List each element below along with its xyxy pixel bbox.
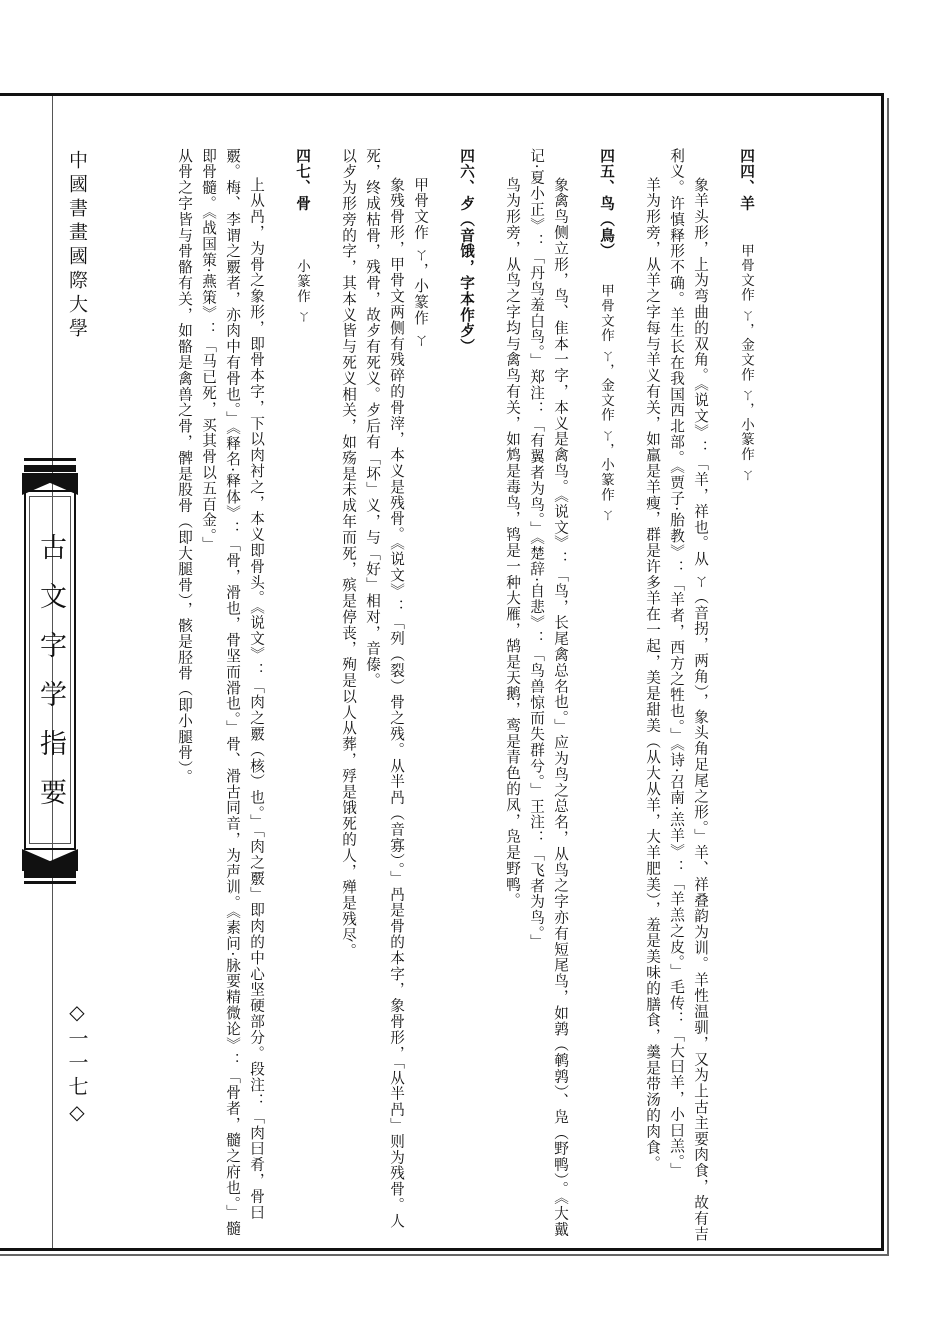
entry-forms: 甲骨文作 ㄚ，金文作 ㄚ，小篆作 ㄚ [598, 283, 614, 523]
entry-paragraph: 从骨之字皆与骨骼有关，如骼是禽兽之骨，髀是股骨（即大腿骨），骸是胫骨（即小腿骨）。 [176, 148, 193, 786]
entry-heading: 四六、歺（音饿，字本作歺） [458, 148, 475, 355]
entry-heading: 四五、鸟（鳥） 甲骨文作 ㄚ，金文作 ㄚ，小篆作 ㄚ [598, 148, 615, 523]
entry-forms: 甲骨文作 ㄚ，小篆作 ㄚ [412, 177, 429, 349]
entry-paragraph: 羊为形旁，从羊之字每与羊义有关，如羸是羊瘦，群是许多羊在一起，美是甜美（从大从羊，大羊肥美），羞是美味的膳食，羹是带汤的肉食。 [644, 177, 661, 1172]
ornament-bar [24, 458, 76, 461]
university-name: 中國書畫國際大學 [66, 150, 88, 342]
entry-paragraph: 以歺为形旁的字，其本义皆与死义相关，如殇是未成年而死，殡是停丧，殉是以人从葬，殍是饿死的人，殚是残尽。 [340, 148, 357, 959]
entry-paragraph: 象残骨形，甲骨文两侧有残碎的骨滓，本义是残骨。《说文》：「列（裂）骨之残。从半冎（音寡）。」冎是骨的本字，象骨形，「从半冎」则为残骨。人死，终成枯骨，残骨，故歺有死义。歺后有「坏」义，与「好」相对，音傣。 [364, 148, 405, 1230]
entry-paragraph: 鸟为形旁，从鸟之字均与禽鸟有关，如鸩是毒鸟，鸨是一种大雁，鹄是天鹅，鸾是青色的凤，凫是野鸭。 [504, 177, 521, 909]
ornament-bar [24, 465, 76, 472]
ornament-bar [24, 871, 76, 878]
entry-paragraph: 象羊头形，上为弯曲的双角。《说文》：「羊，祥也。从 ㄚ（音拐，两角），象头角足尾之形。」羊、祥叠韵为训。羊性温驯，又为上古主要肉食，故有吉利义。许慎释形不确。羊生长在我国西北部。《贾子·胎教》：「羊者，西方之牲也。」《诗·召南·羔羊》：「羊羔之皮。」毛传：「大曰羊，小曰羔。」 [668, 148, 709, 1243]
main-text [172, 148, 780, 1248]
entry-paragraph: 上从冎，为骨之象形，即骨本字，下以肉衬之，本义即骨头。《说文》：「肉之覈（核）也。」「肉之覈」即肉的中心坚硬部分。段注：「肉曰肴，骨曰覈。梅、李谓之覈者，亦肉中有骨也。」《释名·释体》：「骨，滑也，骨坚而滑也。」骨、滑古同音，为声训。《素问·脉要精微论》：「骨者，髓之府也。」髓即骨髓。《战国策·燕策》：「马已死，买其骨以五百金。」 [200, 148, 265, 1237]
entry-forms: 甲骨文作 ㄚ，金文作 ㄚ，小篆作 ㄚ [738, 243, 754, 483]
ornament-bar [24, 881, 76, 884]
entry-forms: 小篆作 ㄚ [294, 259, 310, 325]
entry-heading: 四四、羊 甲骨文作 ㄚ，金文作 ㄚ，小篆作 ㄚ [738, 148, 755, 483]
entry-paragraph: 象禽鸟侧立形，鸟、隹本一字，本义是禽鸟。《说文》：「鸟，长尾禽总名也。」应为鸟之总名，从鸟之字亦有短尾鸟，如鹑（鹌鹑）、凫（野鸭）。《大戴记·夏小正》：「丹鸟羞白鸟。」郑注：「有翼者为鸟。」《楚辞·自悲》：「鸟兽惊而失群兮。」王注：「飞者为鸟。」 [528, 148, 569, 1238]
entry-heading: 四七、骨 小篆作 ㄚ [294, 148, 311, 325]
book-title: 古文字学指要 [35, 533, 66, 827]
page-number: ◇一一七◇ [65, 1000, 89, 1128]
